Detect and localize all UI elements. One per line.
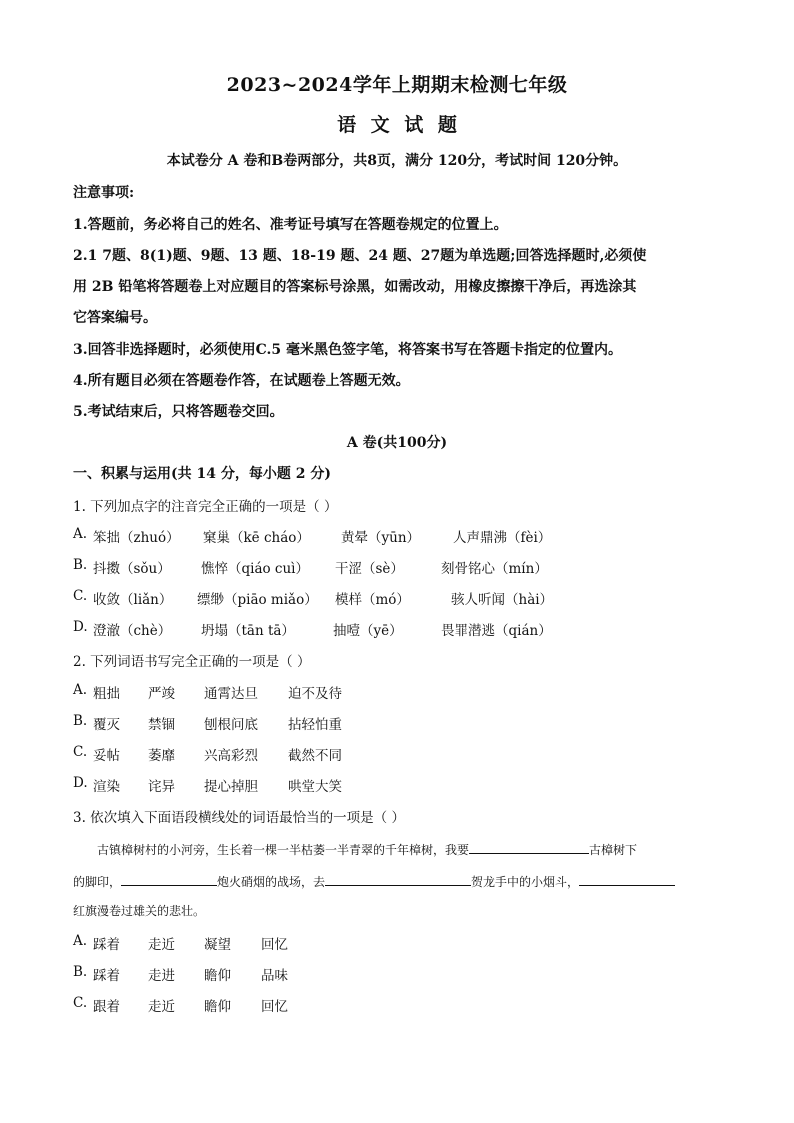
notice-item-5: 5.考试结束后，只将答题卷交回。 [73,404,284,420]
option-item: 拈轻怕重 [288,717,342,733]
option-item: 黄晕（yūn） [341,530,421,546]
exam-subtitle: 语 文 试 题 [337,114,457,136]
exam-intro: 本试卷分 A 卷和B卷两部分，共8页，满分 120分，考试时间 120分钟。 [166,153,628,169]
option-letter: D. [73,775,88,791]
option-item: 骇人听闻（hài） [451,592,554,608]
option-item: 走近 [148,937,175,953]
q2-stem: 2. 下列词语书写完全正确的一项是（ ） [73,654,311,670]
q3-passage-line-3: 红旗漫卷过雄关的悲壮。 [73,904,206,918]
option-item: 抽噎（yē） [333,623,403,639]
option-letter: B. [73,964,88,980]
q3-passage-line-2 [73,871,723,890]
option-letter: A. [73,933,88,949]
option-letter: C. [73,744,88,760]
option-item: 憔悴（qiáo cuì） [201,561,309,577]
option-item: 禁锢 [148,717,175,733]
option-letter: D. [73,619,88,635]
fill-blank-3 [325,871,471,886]
option-item: 回忆 [261,937,288,953]
option-item: 走近 [148,999,175,1015]
option-item: 刻骨铭心（mín） [441,561,548,577]
option-item: 跟着 [93,999,120,1015]
passage-text: 贺龙手中的小烟斗， [471,875,580,889]
passage-text: 炮火硝烟的战场，去 [217,875,326,889]
option-item: 走进 [148,968,175,984]
option-letter: B. [73,713,88,729]
fill-blank-1 [469,839,589,854]
option-item: 回忆 [261,999,288,1015]
q1-stem: 1. 下列加点字的注音完全正确的一项是（ ） [73,499,338,515]
option-item: 严竣 [148,686,175,702]
option-item: 截然不同 [288,748,342,764]
section-a-heading: A 卷(共100分) [346,435,448,451]
option-letter: C. [73,995,88,1011]
passage-text: 的脚印， [73,875,122,889]
option-item: 踩着 [93,968,120,984]
part1-heading: 一、积累与运用(共 14 分，每小题 2 分) [73,466,331,482]
option-item: 提心掉胆 [204,779,258,795]
option-item: 通霄达旦 [204,686,258,702]
q3-stem: 3. 依次填入下面语段横线处的词语最恰当的一项是（ ） [73,810,405,826]
passage-text: 古樟树下 [589,843,638,857]
option-item: 畏罪潜逃（qián） [441,623,552,639]
option-item: 缥缈（piāo miǎo） [197,592,318,608]
option-item: 踩着 [93,937,120,953]
option-letter: B. [73,557,88,573]
option-item: 模样（mó） [335,592,410,608]
option-item: 瞻仰 [204,968,231,984]
passage-text: 古镇樟树村的小河旁，生长着一棵一半枯萎一半青翠的千年樟树，我要 [97,843,470,857]
option-item: 妥帖 [93,748,120,764]
fill-blank-4 [579,871,675,886]
option-item: 瞻仰 [204,999,231,1015]
option-letter: A. [73,526,88,542]
option-item: 人声鼎沸（fèi） [453,530,552,546]
option-item: 窠巢（kē cháo） [203,530,310,546]
fill-blank-2 [121,871,217,886]
option-item: 收敛（liǎn） [93,592,173,608]
q3-passage-line-1 [73,839,723,858]
option-item: 粗拙 [93,686,120,702]
option-item: 坍塌（tān tā） [201,623,295,639]
option-item: 凝望 [204,937,231,953]
notice-item-1: 1.答题前，务必将自己的姓名、准考证号填写在答题卷规定的位置上。 [73,217,508,233]
option-item: 诧异 [148,779,175,795]
notice-item-3: 3.回答非选择题时，必须使用C.5 毫米黑色签字笔，将答案书写在答题卡指定的位置内。 [73,342,622,358]
option-item: 澄澈（chè） [93,623,172,639]
option-item: 迫不及待 [288,686,342,702]
option-item: 哄堂大笑 [288,779,342,795]
notice-item-2-cont: 用 2B 铅笔将答题卷上对应题目的答案标号涂黑，如需改动，用橡皮擦擦干净后，再选涂其 [73,279,637,295]
option-item: 覆灭 [93,717,120,733]
notice-item-4: 4.所有题目必须在答题卷作答，在试题卷上答题无效。 [73,373,410,389]
option-item: 兴高彩烈 [204,748,258,764]
option-item: 品味 [261,968,288,984]
option-item: 渲染 [93,779,120,795]
option-letter: A. [73,682,88,698]
option-item: 抖擞（sǒu） [93,561,171,577]
notice-heading: 注意事项: [73,185,135,201]
option-item: 干涩（sè） [335,561,404,577]
option-letter: C. [73,588,88,604]
notice-item-2-end: 它答案编号。 [73,310,157,326]
notice-item-2: 2.1 7题、8(1)题、9题、13 题、18-19 题、24 题、27题为单选题;回答选择题时,必须使 [73,248,647,264]
option-item: 笨拙（zhuó） [93,530,180,546]
option-item: 刨根问底 [204,717,258,733]
exam-title: 2023~2024学年上期期末检测七年级 [226,74,568,96]
option-item: 萎靡 [148,748,175,764]
